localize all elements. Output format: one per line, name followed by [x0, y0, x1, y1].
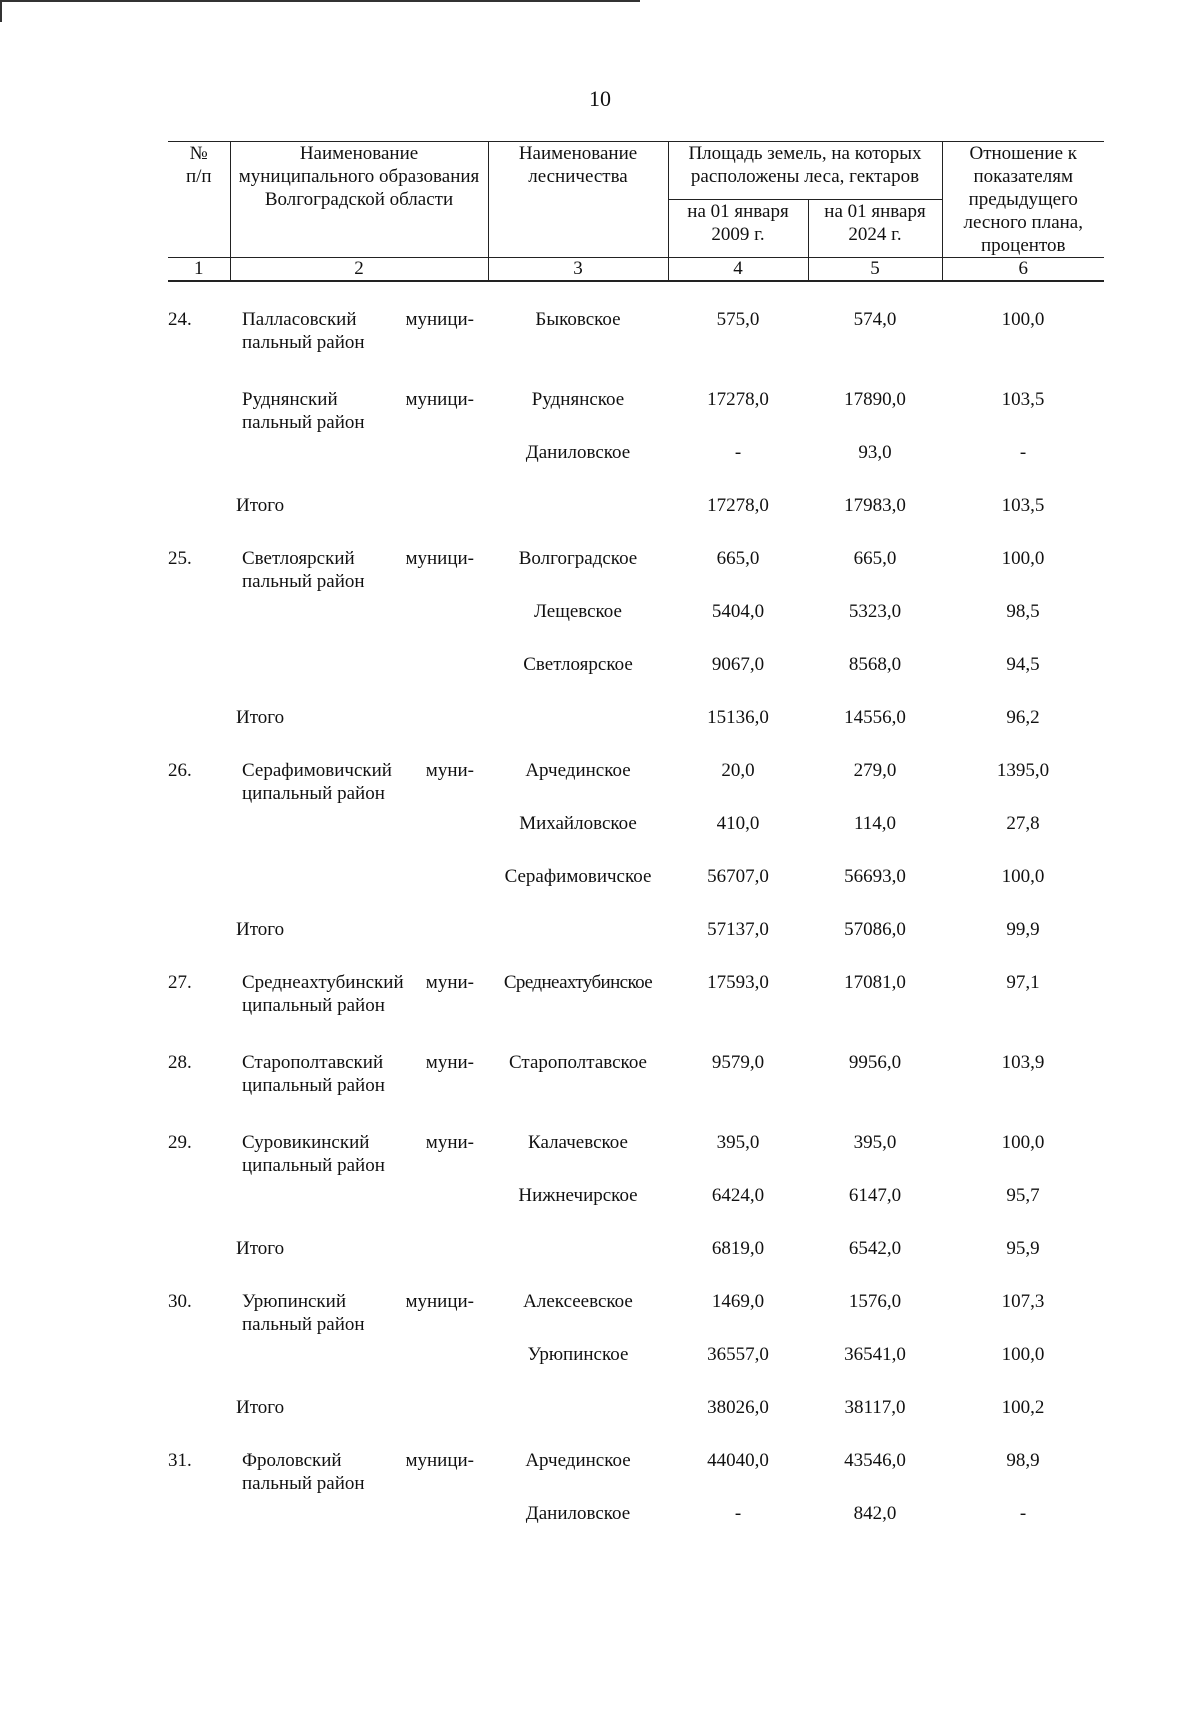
- area-2009: 9579,0: [711, 1052, 765, 1073]
- forestry-name: Арчединское: [525, 1450, 631, 1471]
- area-2024: 43546,0: [844, 1450, 906, 1471]
- area-2009: 36557,0: [707, 1344, 769, 1365]
- forestry-name: [488, 494, 668, 547]
- ratio-percent: -: [1019, 1503, 1027, 1524]
- table-row: [168, 1131, 1104, 1184]
- forestry-name: Калачевское: [528, 1132, 628, 1153]
- row-number: [168, 653, 230, 706]
- total-label: Итого: [236, 1397, 285, 1418]
- table-row: [168, 281, 1104, 361]
- area-2009: 1469,0: [711, 1291, 765, 1312]
- area-2009: 56707,0: [707, 866, 769, 887]
- area-2024: 395,0: [853, 1132, 897, 1153]
- forest-area-table: [168, 141, 1104, 1555]
- total-label: Итого: [236, 707, 285, 728]
- ratio-percent: 99,9: [1006, 919, 1040, 940]
- row-number: [168, 1396, 230, 1449]
- municipality-name: Серафимовичский муни-ципальный район: [242, 760, 474, 804]
- row-number: 25.: [168, 548, 192, 569]
- area-2009: 665,0: [716, 548, 760, 569]
- ratio-percent: 27,8: [1006, 813, 1040, 834]
- row-number: [168, 1502, 230, 1555]
- area-2009: 17593,0: [707, 972, 769, 993]
- forestry-name: Быковское: [535, 309, 621, 330]
- row-number: [168, 812, 230, 865]
- area-2024: 57086,0: [844, 919, 906, 940]
- municipality-name: [230, 441, 488, 494]
- municipality-name: Фроловский муници-пальный район: [242, 1450, 474, 1494]
- area-2009: 575,0: [716, 309, 760, 330]
- ratio-percent: 100,0: [1001, 1344, 1045, 1365]
- forestry-name: Лещевское: [534, 601, 622, 622]
- municipality-name: Урюпинский муници-пальный район: [242, 1291, 474, 1335]
- header-forestry: Наименование лесничества: [488, 142, 668, 258]
- table-body: [168, 281, 1104, 1555]
- area-2024: 14556,0: [844, 707, 906, 728]
- forestry-name: Руднянское: [531, 389, 625, 410]
- forestry-name: [488, 918, 668, 971]
- row-number: [168, 865, 230, 918]
- row-number: [168, 600, 230, 653]
- area-2009: 44040,0: [707, 1450, 769, 1471]
- row-number: [168, 706, 230, 759]
- municipality-name: [230, 1502, 488, 1555]
- column-number: 1: [168, 258, 230, 282]
- total-label: Итого: [236, 1238, 285, 1259]
- area-2024: 17890,0: [844, 389, 906, 410]
- row-number: [168, 388, 230, 441]
- table-row-total: [168, 918, 1104, 971]
- row-number: [168, 1237, 230, 1290]
- area-2009: 410,0: [716, 813, 760, 834]
- area-2009: 9067,0: [711, 654, 765, 675]
- table-row-total: [168, 1237, 1104, 1290]
- table-row: [168, 1051, 1104, 1104]
- area-2009: -: [734, 1503, 742, 1524]
- municipality-name: Палласовский муници-пальный район: [242, 309, 474, 353]
- area-2009: 20,0: [721, 760, 755, 781]
- area-2024: 665,0: [853, 548, 897, 569]
- forestry-name: Арчединское: [525, 760, 631, 781]
- area-2024: 17983,0: [844, 495, 906, 516]
- forestry-name: Урюпинское: [527, 1344, 629, 1365]
- header-area-2024: на 01 января 2024 г.: [808, 200, 942, 258]
- column-number: 3: [488, 258, 668, 282]
- forestry-name: Старополтавское: [509, 1052, 647, 1073]
- table-row: [168, 388, 1104, 441]
- municipality-name: [230, 1184, 488, 1237]
- header-column-numbers: [168, 258, 1104, 282]
- table-row: [168, 812, 1104, 865]
- header-area-2009: на 01 января 2009 г.: [668, 200, 808, 258]
- column-number: 6: [942, 258, 1104, 282]
- scan-edge-line: [0, 0, 640, 2]
- table-row: [168, 441, 1104, 494]
- ratio-percent: 1395,0: [996, 760, 1050, 781]
- ratio-percent: 94,5: [1006, 654, 1040, 675]
- area-2024: 9956,0: [848, 1052, 902, 1073]
- table-header: [168, 142, 1104, 282]
- column-number: 2: [230, 258, 488, 282]
- area-2009: 5404,0: [711, 601, 765, 622]
- row-number: [168, 494, 230, 547]
- total-label: Итого: [236, 919, 285, 940]
- ratio-percent: 107,3: [1001, 1291, 1045, 1312]
- area-2009: 17278,0: [707, 495, 769, 516]
- scan-edge-line-left: [0, 0, 2, 22]
- table-row-total: [168, 1396, 1104, 1449]
- area-2024: 279,0: [853, 760, 897, 781]
- row-number: 30.: [168, 1291, 192, 1312]
- column-number: 5: [808, 258, 942, 282]
- header-area: Площадь земель, на которых расположены леса, гектаров: [668, 142, 942, 200]
- area-2024: 6147,0: [848, 1185, 902, 1206]
- municipality-name: [230, 865, 488, 918]
- column-number: 4: [668, 258, 808, 282]
- page-number: 10: [589, 86, 611, 111]
- area-2009: 6819,0: [711, 1238, 765, 1259]
- ratio-percent: 98,9: [1006, 1450, 1040, 1471]
- municipality-name: Суровикинский муни-ципальный район: [242, 1132, 474, 1176]
- forestry-name: Волгоградское: [518, 548, 638, 569]
- ratio-percent: 95,9: [1006, 1238, 1040, 1259]
- ratio-percent: 100,0: [1001, 1132, 1045, 1153]
- area-2009: 38026,0: [707, 1397, 769, 1418]
- table-row: [168, 1343, 1104, 1396]
- ratio-percent: 103,5: [1001, 495, 1045, 516]
- area-2009: 6424,0: [711, 1185, 765, 1206]
- forestry-name: Светлоярское: [523, 654, 633, 675]
- forestry-name: Алексеевское: [523, 1291, 633, 1312]
- area-2024: 842,0: [853, 1503, 897, 1524]
- table-row: [168, 759, 1104, 812]
- table-row: [168, 1449, 1104, 1502]
- forestry-name: Нижнечирское: [518, 1185, 638, 1206]
- ratio-percent: 97,1: [1006, 972, 1040, 993]
- table-row: [168, 547, 1104, 600]
- row-number: 29.: [168, 1132, 192, 1153]
- forestry-name: Даниловское: [525, 1503, 631, 1524]
- forestry-name: Михайловское: [519, 813, 637, 834]
- total-label: Итого: [236, 495, 285, 516]
- row-number: 27.: [168, 972, 192, 993]
- municipality-name: [230, 1343, 488, 1396]
- area-2009: 15136,0: [707, 707, 769, 728]
- municipality-name: [230, 812, 488, 865]
- forestry-name: Серафимовичское: [504, 866, 652, 887]
- area-2024: 93,0: [858, 442, 892, 463]
- table-row-total: [168, 494, 1104, 547]
- area-2024: 56693,0: [844, 866, 906, 887]
- ratio-percent: 103,5: [1001, 389, 1045, 410]
- municipality-name: Светлоярский муници-пальный район: [242, 548, 474, 592]
- ratio-percent: 98,5: [1006, 601, 1040, 622]
- municipality-name: [230, 600, 488, 653]
- municipality-name: Руднянский муници-пальный район: [242, 389, 474, 433]
- ratio-percent: 96,2: [1006, 707, 1040, 728]
- row-number: [168, 441, 230, 494]
- area-2009: 57137,0: [707, 919, 769, 940]
- row-number: 28.: [168, 1052, 192, 1073]
- header-municipality: Наименование муниципального образования Волгоградской области: [230, 142, 488, 258]
- area-2024: 114,0: [853, 813, 897, 834]
- ratio-percent: 103,9: [1001, 1052, 1045, 1073]
- row-number: [168, 1184, 230, 1237]
- table-row: [168, 865, 1104, 918]
- table-row: [168, 971, 1104, 1024]
- ratio-percent: 100,2: [1001, 1397, 1045, 1418]
- area-2024: 8568,0: [848, 654, 902, 675]
- area-2024: 36541,0: [844, 1344, 906, 1365]
- table-row: [168, 1184, 1104, 1237]
- ratio-percent: -: [1019, 442, 1027, 463]
- area-2024: 17081,0: [844, 972, 906, 993]
- area-2024: 1576,0: [848, 1291, 902, 1312]
- row-number: [168, 918, 230, 971]
- table-row: [168, 1290, 1104, 1343]
- row-number: 31.: [168, 1450, 192, 1471]
- ratio-percent: 95,7: [1006, 1185, 1040, 1206]
- area-2024: 5323,0: [848, 601, 902, 622]
- forestry-name: [488, 706, 668, 759]
- forestry-name: Даниловское: [525, 442, 631, 463]
- table-row-total: [168, 706, 1104, 759]
- area-2024: 38117,0: [844, 1397, 906, 1418]
- municipality-name: [230, 653, 488, 706]
- area-2009: -: [734, 442, 742, 463]
- header-ratio: Отношение к показателям предыдущего лесного плана, процентов: [942, 142, 1104, 258]
- area-2009: 395,0: [716, 1132, 760, 1153]
- municipality-name: Среднеахтубинский муни-ципальный район: [242, 972, 474, 1016]
- ratio-percent: 100,0: [1001, 548, 1045, 569]
- ratio-percent: 100,0: [1001, 309, 1045, 330]
- table-row: [168, 653, 1104, 706]
- row-number: 24.: [168, 309, 192, 330]
- row-number: [168, 1343, 230, 1396]
- header-no: № п/п: [168, 142, 230, 258]
- forestry-name: [488, 1396, 668, 1449]
- table-row: [168, 600, 1104, 653]
- area-2024: 6542,0: [848, 1238, 902, 1259]
- area-2009: 17278,0: [707, 389, 769, 410]
- forestry-name: [488, 1237, 668, 1290]
- forestry-name: Среднеахтубинское: [503, 972, 653, 993]
- municipality-name: Старополтавский муни-ципальный район: [242, 1052, 474, 1096]
- table-row: [168, 1502, 1104, 1555]
- ratio-percent: 100,0: [1001, 866, 1045, 887]
- row-number: 26.: [168, 760, 192, 781]
- area-2024: 574,0: [853, 309, 897, 330]
